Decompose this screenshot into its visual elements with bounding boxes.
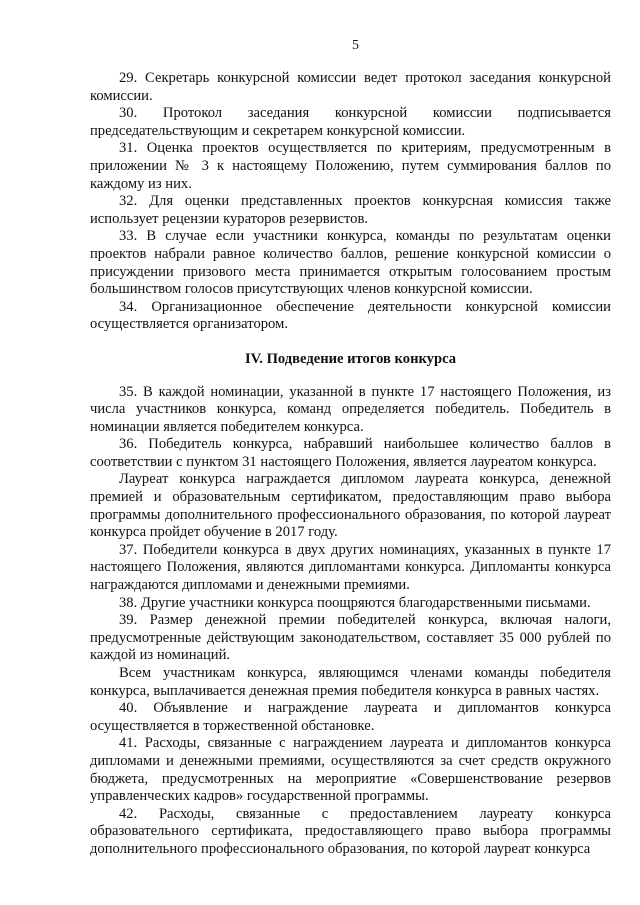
paragraph-40: 40. Объявление и награждение лауреата и дипломантов конкурса осуществляется в торжественной обстановке. <box>90 700 611 734</box>
paragraph-35: 35. В каждой номинации, указанной в пункте 17 настоящего Положения, из числа участников конкурса, команд определяется победитель. Победитель в номинации является победителем конкурса. <box>90 383 611 435</box>
paragraph-31: 31. Оценка проектов осуществляется по критериям, предусмотренным в приложении № 3 к настоящему Положению, путем суммирования баллов по каждому из них. <box>90 140 611 192</box>
paragraph-29: 29. Секретарь конкурсной комиссии ведет протокол заседания конкурсной комиссии. <box>90 70 611 104</box>
paragraph-32: 32. Для оценки представленных проектов конкурсная комиссия также использует рецензии кураторов резервистов. <box>90 193 611 227</box>
section-heading: IV. Подведение итогов конкурса <box>244 350 457 367</box>
paragraphs-after-section <box>90 384 611 859</box>
paragraph-38: 38. Другие участники конкурса поощряются благодарственными письмами. <box>119 594 591 611</box>
paragraph-30: 30. Протокол заседания конкурсной комиссии подписывается председательствующим и секретарем конкурсной комиссии. <box>90 105 611 139</box>
paragraph-39-team: Всем участникам конкурса, являющимся членами команды победителя конкурса, выплачивается денежная премия победителя конкурса в равных частях. <box>90 665 611 699</box>
paragraph-37: 37. Победители конкурса в двух других номинациях, указанных в пункте 17 настоящего Положения, являются дипломантами конкурса. Дипломанты конкурса награждаются дипломами и денежными премиями. <box>90 541 611 594</box>
paragraph-39: 39. Размер денежной премии победителей конкурса, включая налоги, предусмотренные действующим законодательством, составляет 35 000 рублей по каждой из номинаций. <box>90 612 611 664</box>
paragraph-33: 33. В случае если участники конкурса, команды по результатам оценки проектов набрали равное количество баллов, решение конкурсной комиссии о присуждении призового места принимается открытым голосованием простым большинством голосов присутствующих членов конкурсной комиссии. <box>90 228 611 298</box>
paragraph-36-laureate: Лауреат конкурса награждается дипломом лауреата конкурса, денежной премией и образовательным сертификатом, предоставляющим право выбора программы дополнительного профессионального образования, по которой лауреат конкурса пройдет обучение в 2017 году. <box>90 471 611 541</box>
paragraph-42: 42. Расходы, связанные с предоставлением лауреату конкурса образовательного сертификата, предоставляющего право выбора программы дополнительного профессионального образования, по которой лауреат конкурса <box>90 805 611 857</box>
paragraph-36: 36. Победитель конкурса, набравший наибольшее количество баллов в соответствии с пунктом 31 настоящего Положения, является лауреатом конкурса. <box>90 436 611 470</box>
paragraph-34: 34. Организационное обеспечение деятельности конкурсной комиссии осуществляется организатором. <box>90 298 611 333</box>
page-number: 5 <box>352 38 359 53</box>
paragraph-41: 41. Расходы, связанные с награждением лауреата и дипломантов конкурса дипломами и денежными премиями, осуществляются за счет средств окружного бюджета, предусмотренных на мероприятие «Совершенствование резервов управленческих кадров» государственной программы. <box>90 735 611 805</box>
paragraphs-before-section <box>90 70 611 334</box>
